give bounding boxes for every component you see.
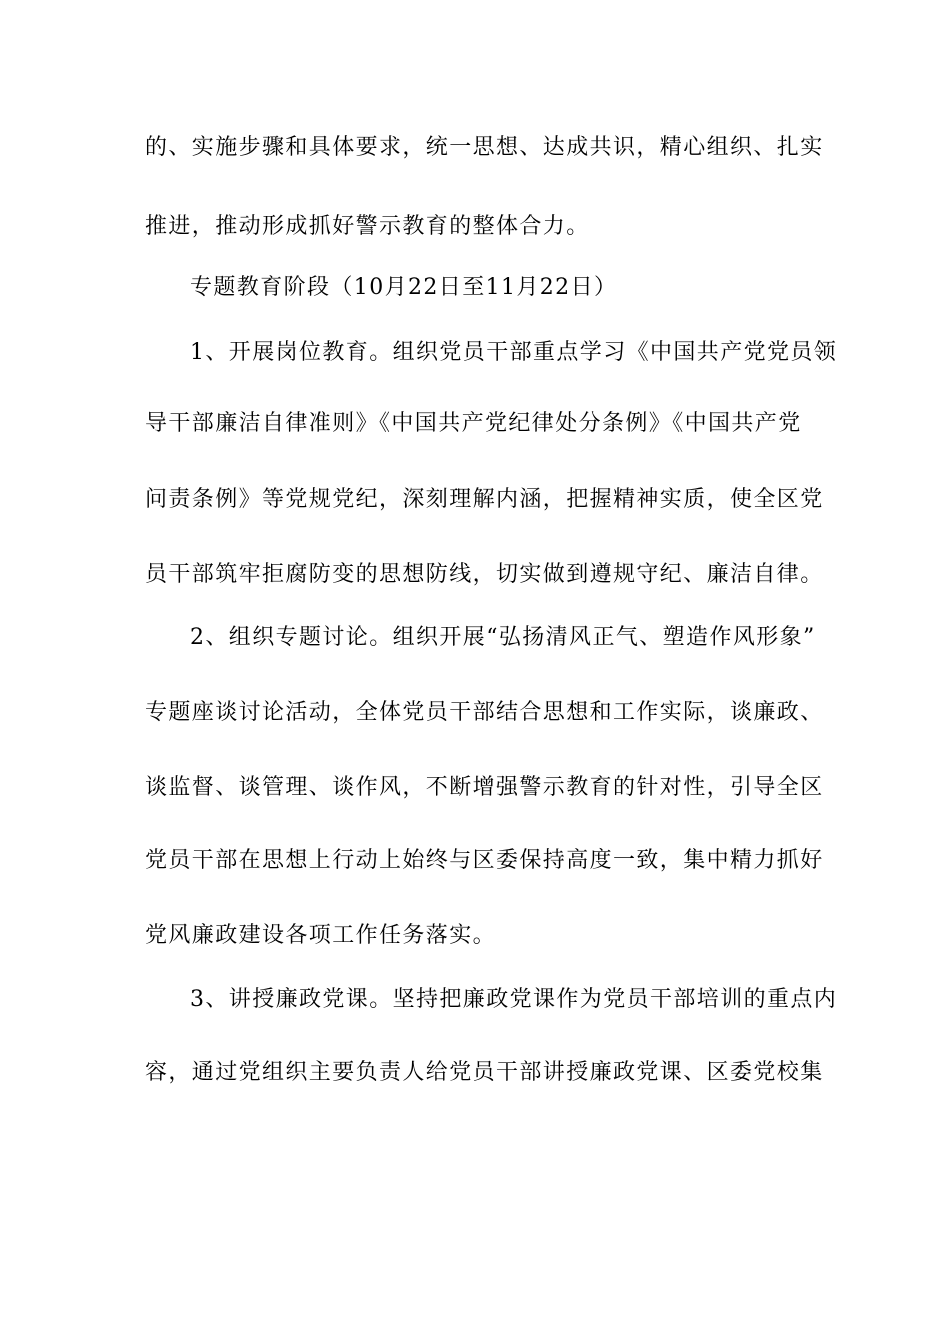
paragraph-line: 的、实施步骤和具体要求，统一思想、达成共识，精心组织、扎实	[145, 135, 824, 160]
paragraph-line: 党员干部在思想上行动上始终与区委保持高度一致，集中精力抓好	[145, 848, 824, 873]
paragraph-line: 专题座谈讨论活动，全体党员干部结合思想和工作实际，谈廉政、	[145, 700, 824, 725]
paragraph-line: 党风廉政建设各项工作任务落实。	[145, 923, 497, 948]
paragraph-line: 问责条例》等党规党纪，深刻理解内涵，把握精神实质，使全区党	[145, 487, 824, 512]
paragraph-line: 1、开展岗位教育。组织党员干部重点学习《中国共产党党员领	[190, 340, 838, 365]
paragraph-line: 谈监督、谈管理、谈作风，不断增强警示教育的针对性，引导全区	[145, 775, 824, 800]
paragraph-line: 2、组织专题讨论。组织开展“弘扬清风正气、塑造作风形象”	[190, 625, 816, 650]
paragraph-line: 员干部筑牢拒腐防变的思想防线，切实做到遵规守纪、廉洁自律。	[145, 562, 824, 587]
paragraph-line: 容，通过党组织主要负责人给党员干部讲授廉政党课、区委党校集	[145, 1060, 824, 1085]
section-heading: 专题教育阶段（10月22日至11月22日）	[190, 275, 618, 300]
paragraph-line: 3、讲授廉政党课。坚持把廉政党课作为党员干部培训的重点内	[190, 987, 838, 1012]
paragraph-line: 导干部廉洁自律准则》《中国共产党纪律处分条例》《中国共产党	[145, 411, 802, 436]
paragraph-line: 推进，推动形成抓好警示教育的整体合力。	[145, 214, 590, 239]
